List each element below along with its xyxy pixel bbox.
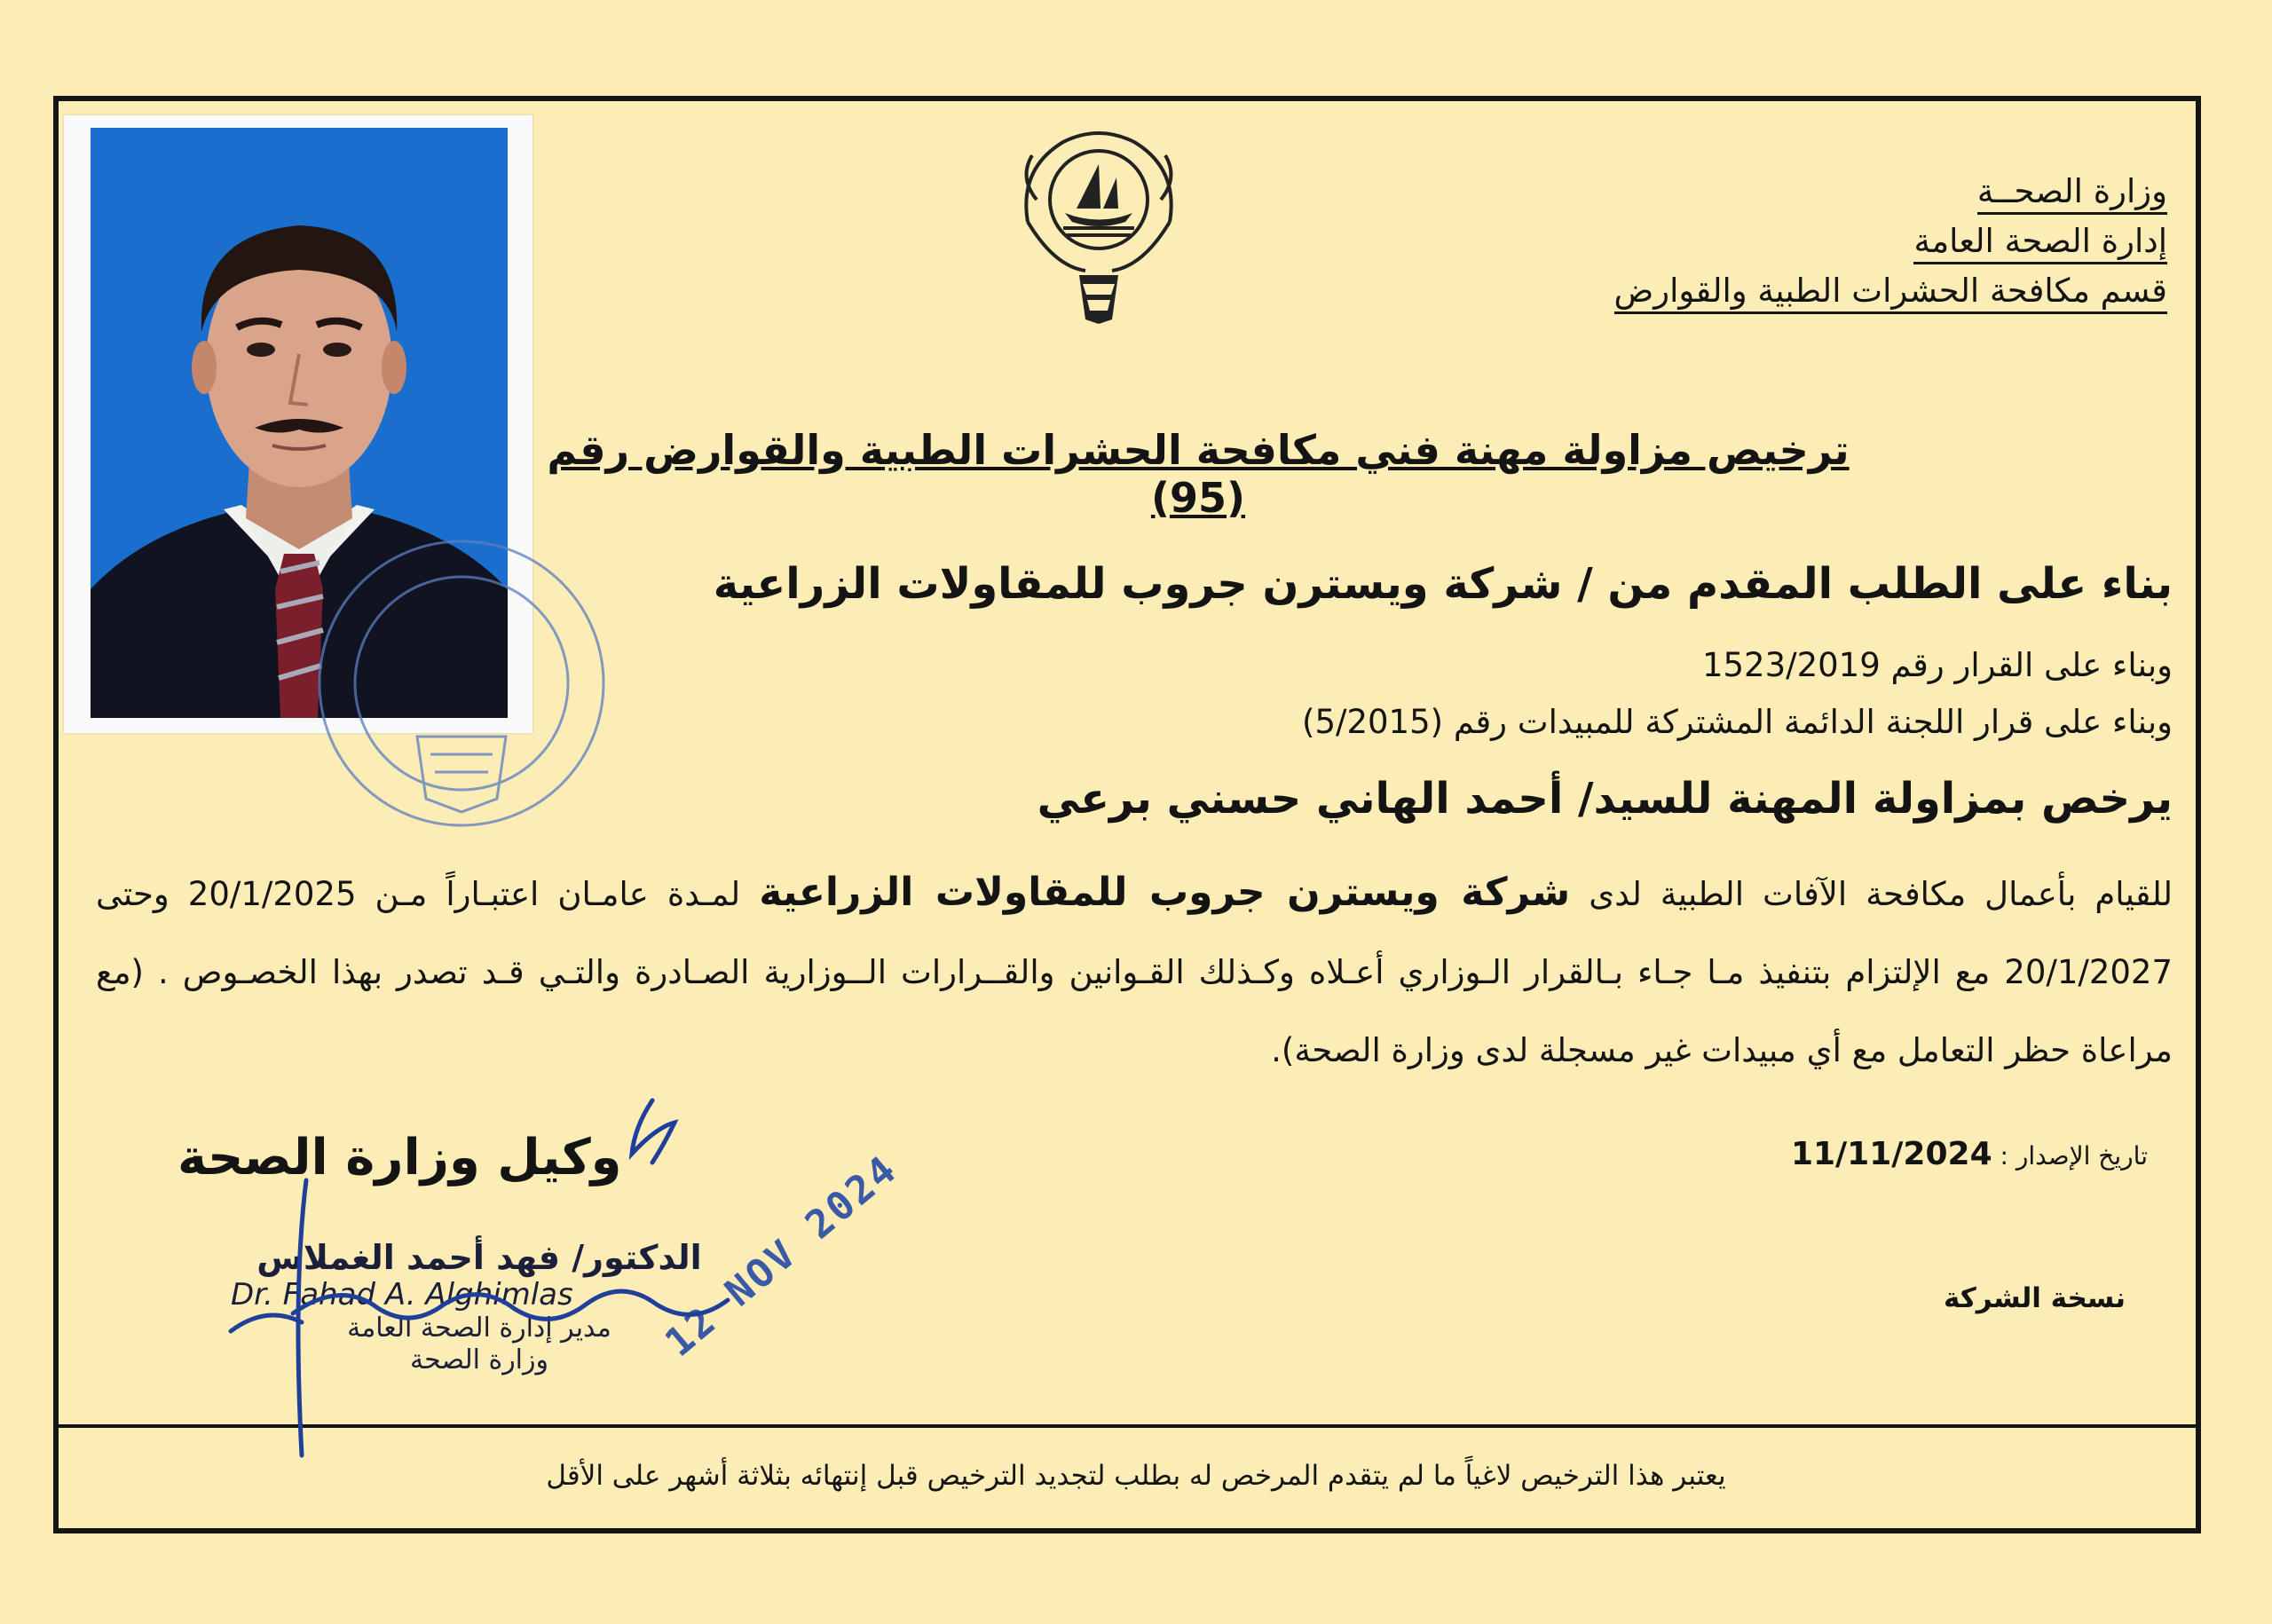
decision-line: وبناء على القرار رقم 1523/2019 <box>1701 646 2173 684</box>
ministry-name: وزارة الصحــة <box>1977 172 2167 215</box>
license-title: ترخيص مزاولة مهنة فني مكافحة الحشرات الطبية والقوارض رقم (95) <box>547 426 1850 522</box>
signatory-name-ar: الدكتور/ فهد أحمد الغملاس <box>256 1238 702 1277</box>
signatory-title-2: وزارة الصحة <box>410 1344 548 1376</box>
issue-date-value: 11/11/2024 <box>1790 1136 1992 1172</box>
section-name: قسم مكافحة الحشرات الطبية والقوارض <box>1614 272 2167 314</box>
company-copy-label: نسخة الشركة <box>1943 1282 2126 1314</box>
signatory-name-en: Dr. Fahad A. Alghimlas <box>231 1277 573 1313</box>
committee-line: وبناء على قرار اللجنة الدائمة المشتركة للمبيدات رقم (5/2015) <box>1302 703 2173 741</box>
validity-note: يعتبر هذا الترخيص لاغياً ما لم يتقدم المرخص له بطلب لتجديد الترخيص قبل إنتهائه بثلاثة أشهر على الأقل <box>546 1460 1726 1492</box>
received-date-stamp: 12 NOV 2024 <box>657 1146 907 1367</box>
terms-rest: لمـدة عامـان اعتبـاراً مـن 20/1/2025 وحتى 20/1/2027 مع الإلتزام بتنفيذ مـا جـاء بـالقرار الـوزاري أعـلاه وكـذلك القـوانين والقــرارات الــوزارية الصـادرة والتـي قـد تصدر بهذا الخصـوص . (مع مراعاة حظر التعامل مع أي مبيدات غير مسجلة لدى وزارة الصحة). <box>96 875 2173 1069</box>
request-line: بناء على الطلب المقدم من / شركة ويسترن جروب للمقاولات الزراعية <box>713 559 2173 609</box>
department-name: إدارة الصحة العامة <box>1913 222 2167 264</box>
issue-date-label: تاريخ الإصدار : <box>2000 1141 2148 1171</box>
license-holder-line: يرخص بمزاولة المهنة للسيد/ أحمد الهاني حسني برعي <box>1037 774 2173 824</box>
terms-prefix: للقيام بأعمال مكافحة الآفات الطبية لدى <box>1589 875 2173 913</box>
terms-company: شركة ويسترن جروب للمقاولات الزراعية <box>759 870 1571 915</box>
signatory-title-1: مدير إدارة الصحة العامة <box>347 1313 611 1344</box>
signatory-role: وكيل وزارة الصحة <box>178 1129 622 1186</box>
